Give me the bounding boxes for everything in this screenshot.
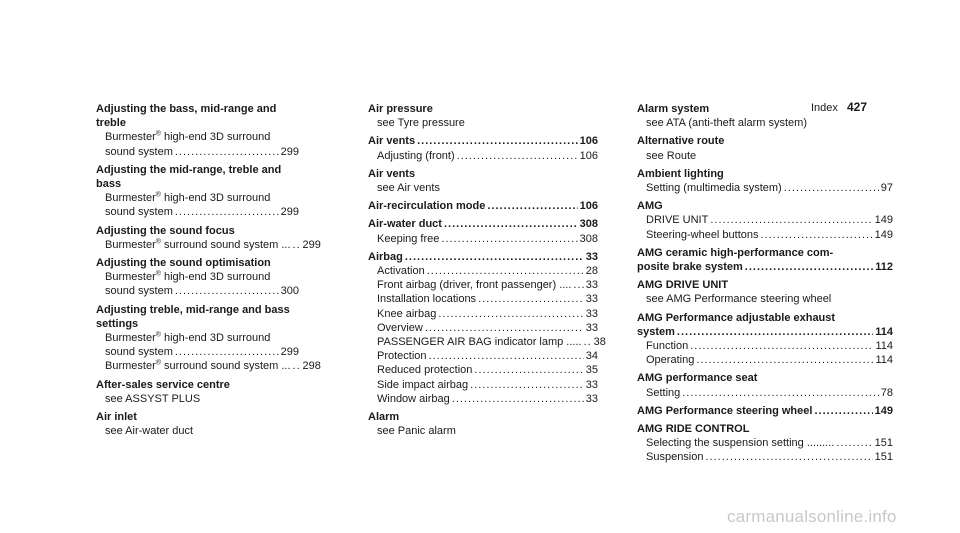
registered-mark: ® [155, 359, 161, 367]
entry-page-ref: 308 [579, 218, 598, 231]
leader-dots [761, 228, 873, 242]
leader-dots [429, 349, 584, 363]
sub-entry-page-ref: 114 [875, 354, 893, 367]
entry-heading [637, 260, 893, 274]
entry-heading [96, 303, 299, 317]
index-entry [637, 199, 893, 242]
sub-entry-page-ref: 33 [585, 378, 598, 391]
sub-entry [368, 349, 598, 363]
index-entry [368, 217, 598, 245]
sub-entry [368, 424, 598, 438]
sub-entry-text: Operating [646, 354, 695, 367]
sub-entry-page-ref: 33 [585, 321, 598, 334]
sub-entry [637, 149, 893, 163]
leader-dots [457, 149, 578, 163]
entry-heading-text: Air-water duct [368, 218, 442, 231]
sub-entry [368, 321, 598, 335]
sub-entry [96, 424, 299, 438]
sub-entry-text: Protection [377, 350, 427, 363]
index-entry [368, 250, 606, 406]
entry-heading [637, 134, 893, 148]
leader-dots [405, 250, 584, 264]
entry-heading-text: AMG Performance steering wheel [637, 404, 813, 417]
entry-page-ref: 33 [585, 250, 598, 263]
entry-heading [96, 256, 299, 270]
entry-heading-text: AMG [637, 200, 663, 213]
entry-heading-text: Adjusting the bass, mid-range and [96, 103, 277, 115]
sub-entry [368, 335, 606, 349]
sub-entry-page-ref: 149 [874, 214, 893, 227]
sub-entry [368, 264, 598, 278]
sub-entry [96, 331, 299, 345]
sub-entry-text [105, 238, 291, 252]
sub-entry-text: Function [646, 340, 689, 353]
entry-heading [637, 422, 893, 436]
registered-mark: ® [155, 130, 161, 138]
sub-entry-page-ref: 298 [302, 360, 321, 373]
leader-dots [690, 339, 873, 353]
registered-mark: ® [155, 331, 161, 339]
entry-heading-text: treble [96, 117, 126, 130]
index-entry [368, 102, 598, 130]
sub-entry-rest: high-end 3D surround [160, 131, 271, 144]
sub-entry-rest: high-end 3D surround [160, 271, 271, 284]
leader-dots [677, 325, 873, 339]
sub-entry-text: PASSENGER AIR BAG indicator lamp ..... [377, 336, 582, 349]
sub-entry-page-ref: 299 [302, 238, 321, 251]
index-entry [637, 311, 893, 368]
sub-entry-rest: high-end 3D surround [160, 192, 271, 205]
index-entry [368, 410, 598, 438]
entry-heading-text: AMG Performance adjustable exhaust [637, 311, 836, 324]
entry-heading [96, 378, 299, 392]
sub-entry-text: Installation locations [377, 293, 477, 306]
sub-entry [96, 145, 299, 159]
sub-entry-text [105, 270, 270, 284]
index-entry [96, 378, 299, 406]
sub-entry [368, 392, 598, 406]
sub-entry [637, 228, 893, 242]
sub-entry [368, 278, 598, 292]
index-entry [96, 102, 299, 159]
entry-page-ref: 112 [875, 261, 893, 274]
entry-heading-text: Air pressure [368, 103, 433, 115]
entry-page-ref: 149 [874, 404, 893, 417]
sub-entry-text: Front airbag (driver, front passenger) .... [377, 279, 572, 292]
entry-heading [96, 224, 299, 238]
entry-heading-text: Air-recirculation mode [368, 200, 486, 213]
brand-name: Burmester [105, 360, 156, 373]
leader-dots [487, 199, 577, 213]
sub-entry-page-ref: 33 [585, 293, 598, 306]
sub-entry-page-ref: 38 [593, 336, 606, 349]
index-entry [637, 278, 893, 306]
entry-heading-text: Air inlet [96, 411, 137, 424]
sub-entry [637, 292, 893, 306]
index-entry [637, 102, 893, 130]
index-entry [637, 134, 893, 162]
sub-entry-page-ref: 299 [280, 346, 299, 359]
sub-entry-text: Reduced protection [377, 364, 473, 377]
sub-entry-rest: surround sound system ... [160, 360, 291, 373]
index-entry [637, 422, 893, 465]
sub-entry [637, 116, 893, 130]
entry-heading [96, 177, 299, 191]
sub-entry [368, 116, 598, 130]
index-entry [637, 246, 893, 274]
entry-heading-text: Alarm [368, 411, 400, 424]
leader-dots [175, 345, 279, 359]
sub-entry-text: see Route [646, 149, 697, 162]
sub-entry-text: Activation [377, 265, 425, 278]
leader-dots [293, 359, 301, 373]
sub-entry [96, 130, 299, 144]
entry-heading-text: Adjusting treble, mid-range and bass [96, 303, 290, 316]
sub-entry [96, 359, 321, 373]
sub-entry-text: Suspension [646, 451, 704, 464]
sub-entry-page-ref: 149 [874, 228, 893, 241]
sub-entry-page-ref: 33 [585, 279, 598, 292]
sub-entry [637, 339, 893, 353]
sub-entry [637, 353, 893, 367]
entry-heading [368, 250, 598, 264]
leader-dots [438, 307, 583, 321]
entry-heading-text: Air vents [368, 167, 416, 180]
sub-entry-page-ref: 33 [585, 307, 598, 320]
sub-entry-rest: high-end 3D surround [160, 332, 271, 345]
sub-entry-text: DRIVE UNIT [646, 214, 709, 227]
entry-page-ref: 106 [579, 135, 598, 148]
leader-dots [427, 264, 584, 278]
sub-entry-text: Knee airbag [377, 307, 437, 320]
leader-dots [710, 213, 872, 227]
entry-heading [637, 278, 893, 292]
sub-entry [637, 436, 893, 450]
watermark: carmanualsonline.info [727, 507, 897, 526]
sub-entry-page-ref: 78 [880, 386, 893, 399]
sub-entry-text: Keeping free [377, 232, 440, 245]
sub-entry-text: see ASSYST PLUS [105, 392, 201, 405]
sub-entry-page-ref: 33 [585, 392, 598, 405]
entry-page-ref: 114 [875, 325, 893, 338]
entry-page-ref: 106 [579, 200, 598, 213]
sub-entry-page-ref: 308 [579, 232, 598, 245]
index-entry [96, 410, 299, 438]
entry-heading [637, 167, 893, 181]
index-column-2 [368, 102, 606, 442]
leader-dots [478, 292, 584, 306]
sub-entry-page-ref: 300 [280, 285, 299, 298]
sub-entry-page-ref: 151 [874, 451, 893, 464]
brand-name: Burmester [105, 332, 156, 345]
entry-heading-text: settings [96, 317, 139, 330]
index-entry [637, 404, 893, 418]
entry-heading [96, 102, 299, 116]
entry-heading-text: Alternative route [637, 135, 725, 148]
sub-entry-text: sound system [105, 206, 173, 219]
sub-entry-text: Steering-wheel buttons [646, 228, 759, 241]
sub-entry [96, 392, 299, 406]
entry-heading [368, 217, 598, 231]
sub-entry-text: sound system [105, 145, 173, 158]
sub-entry [637, 181, 893, 195]
sub-entry-text: see ATA (anti-theft alarm system) [646, 117, 807, 130]
leader-dots [584, 335, 592, 349]
leader-dots [696, 353, 873, 367]
entry-heading [637, 311, 893, 325]
entry-heading-text: Air vents [368, 135, 416, 148]
entry-heading [96, 163, 299, 177]
index-entry [96, 303, 321, 374]
sub-entry-page-ref: 34 [585, 350, 598, 363]
entry-heading [637, 371, 893, 385]
registered-mark: ® [155, 191, 161, 199]
entry-heading [96, 317, 299, 331]
sub-entry-page-ref: 106 [579, 149, 598, 162]
sub-entry-page-ref: 97 [880, 182, 893, 195]
sub-entry-text: see Tyre pressure [377, 117, 465, 130]
sub-entry [96, 284, 299, 298]
sub-entry [637, 213, 893, 227]
brand-name: Burmester [105, 238, 156, 251]
sub-entry-text: Setting [646, 386, 681, 399]
entry-heading-text: Adjusting the mid-range, treble and [96, 163, 282, 176]
entry-heading-text: bass [96, 178, 122, 191]
registered-mark: ® [155, 270, 161, 278]
sub-entry [96, 270, 299, 284]
index-entry [368, 134, 598, 162]
sub-entry [368, 363, 598, 377]
index-entry [637, 371, 893, 399]
entry-heading [368, 134, 598, 148]
leader-dots [814, 404, 872, 418]
index-column-3 [637, 102, 893, 469]
brand-name: Burmester [105, 271, 156, 284]
sub-entry [96, 191, 299, 205]
sub-entry-text: Adjusting (front) [377, 149, 455, 162]
sub-entry-text: see Panic alarm [377, 425, 456, 438]
entry-heading-text: system [637, 325, 675, 338]
leader-dots [452, 392, 584, 406]
sub-entry-page-ref: 35 [585, 364, 598, 377]
sub-entry-text: see Air vents [377, 182, 440, 195]
page-number: 427 [846, 100, 867, 114]
entry-heading-text: AMG RIDE CONTROL [637, 423, 750, 436]
sub-entry [368, 307, 598, 321]
sub-entry-text: sound system [105, 346, 173, 359]
sub-entry-text: Overview [377, 321, 423, 334]
sub-entry-text [105, 130, 270, 144]
sub-entry [637, 386, 893, 400]
entry-heading [637, 325, 893, 339]
brand-name: Burmester [105, 192, 156, 205]
leader-dots [470, 378, 584, 392]
entry-heading-text: Adjusting the sound optimisation [96, 257, 271, 270]
sub-entry [96, 205, 299, 219]
sub-entry-text: see AMG Performance steering wheel [646, 293, 832, 306]
sub-entry-text: see Air-water duct [105, 425, 194, 438]
sub-entry-page-ref: 28 [585, 265, 598, 278]
sub-entry-text: Selecting the suspension setting ......... [646, 437, 835, 450]
entry-heading [368, 199, 598, 213]
leader-dots [425, 321, 584, 335]
leader-dots [573, 278, 583, 292]
leader-dots [706, 450, 873, 464]
entry-heading-text: Airbag [368, 250, 403, 263]
entry-heading [637, 102, 893, 116]
leader-dots [293, 238, 301, 252]
entry-heading [96, 116, 299, 130]
leader-dots [175, 284, 279, 298]
sub-entry [368, 149, 598, 163]
leader-dots [175, 205, 279, 219]
entry-heading [368, 167, 598, 181]
leader-dots [682, 386, 879, 400]
entry-heading [368, 102, 598, 116]
leader-dots [784, 181, 879, 195]
index-entry [96, 224, 321, 252]
leader-dots [417, 134, 578, 148]
leader-dots [836, 436, 872, 450]
entry-heading-text: AMG ceramic high-performance com- [637, 246, 834, 259]
entry-heading [368, 410, 598, 424]
sub-entry [368, 232, 598, 246]
leader-dots [441, 232, 577, 246]
entry-heading-text: Ambient lighting [637, 167, 724, 180]
sub-entry-text [105, 359, 291, 373]
index-entry [96, 163, 299, 220]
sub-entry [368, 292, 598, 306]
sub-entry-page-ref: 299 [280, 145, 299, 158]
index-column-1 [96, 102, 321, 442]
sub-entry-page-ref: 151 [874, 437, 893, 450]
entry-heading [96, 410, 299, 424]
sub-entry [368, 378, 598, 392]
section-label: Index [810, 102, 838, 114]
sub-entry-rest: surround sound system ... [160, 238, 291, 251]
entry-heading [637, 246, 893, 260]
leader-dots [745, 260, 873, 274]
sub-entry-text [105, 191, 270, 205]
entry-heading-text: AMG DRIVE UNIT [637, 279, 729, 292]
entry-heading-text: Adjusting the sound focus [96, 224, 235, 237]
sub-entry-text: sound system [105, 285, 173, 298]
entry-heading [637, 199, 893, 213]
entry-heading-text: After-sales service centre [96, 378, 230, 391]
sub-entry-text: Window airbag [377, 392, 450, 405]
entry-heading [637, 404, 893, 418]
registered-mark: ® [155, 238, 161, 246]
index-entry [637, 167, 893, 195]
entry-heading-text: Alarm system [637, 103, 710, 115]
index-entry [96, 256, 299, 299]
index-entry [368, 167, 598, 195]
index-entry [368, 199, 598, 213]
sub-entry-page-ref: 299 [280, 206, 299, 219]
sub-entry [637, 450, 893, 464]
sub-entry [368, 181, 598, 195]
sub-entry [96, 238, 321, 252]
sub-entry-text: Setting (multimedia system) [646, 182, 782, 195]
entry-heading-text: posite brake system [637, 261, 743, 274]
sub-entry-text: Side impact airbag [377, 378, 469, 391]
sub-entry-page-ref: 114 [875, 340, 893, 353]
leader-dots [474, 363, 583, 377]
sub-entry-text [105, 331, 270, 345]
entry-heading-text: AMG performance seat [637, 372, 758, 385]
sub-entry [96, 345, 299, 359]
brand-name: Burmester [105, 131, 156, 144]
leader-dots [444, 217, 578, 231]
leader-dots [175, 145, 279, 159]
